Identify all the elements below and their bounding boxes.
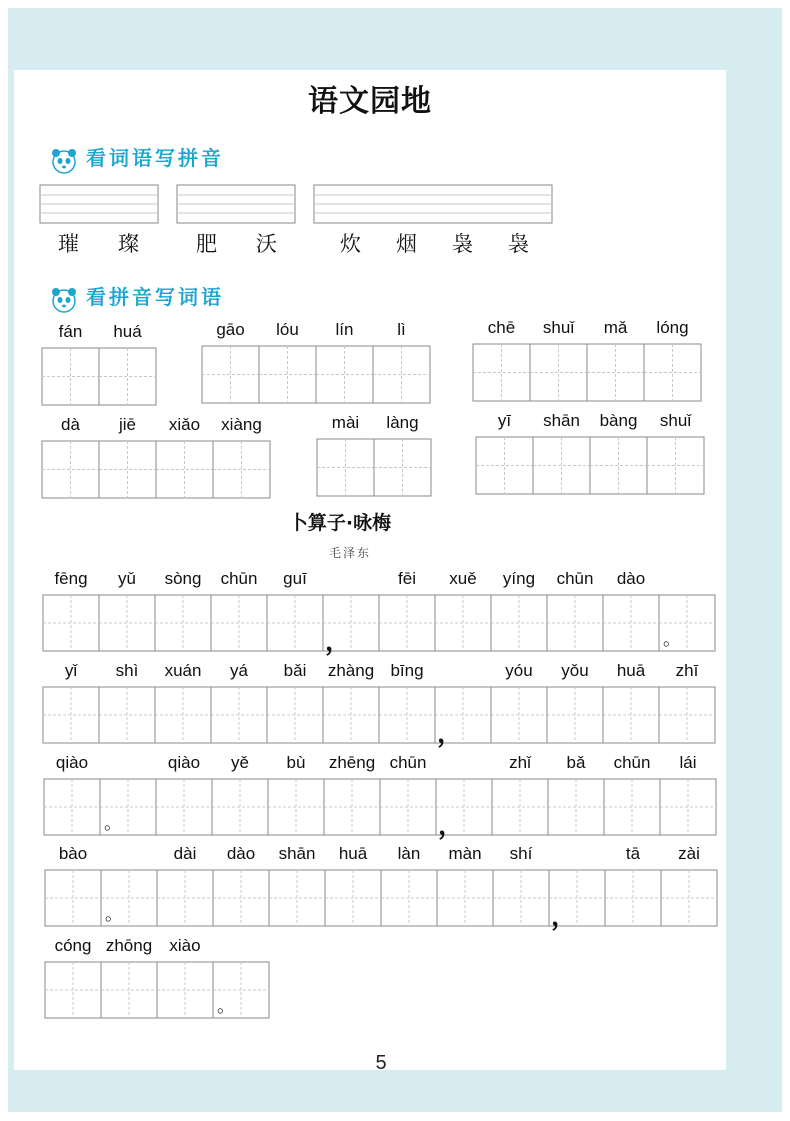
pinyin-label: xuán <box>164 661 202 680</box>
pinyin-label: lái <box>679 753 697 772</box>
tianzige-row <box>42 594 716 652</box>
pinyin-label: shān <box>543 411 580 430</box>
character-box[interactable] <box>268 779 324 835</box>
word-char: 炊 <box>340 232 361 256</box>
tianzige-row <box>44 961 270 1019</box>
pinyin-label: guī <box>283 569 307 588</box>
character-box[interactable] <box>530 344 587 401</box>
character-box[interactable] <box>269 870 325 926</box>
pinyin-label: dào <box>226 844 256 863</box>
character-box[interactable] <box>99 595 155 651</box>
pinyin-label: chūn <box>389 753 427 772</box>
pinyin-label: yǔ <box>118 569 136 588</box>
character-box[interactable] <box>259 346 316 403</box>
pinyin-label: mǎ <box>603 318 628 337</box>
pinyin-label: chūn <box>556 569 594 588</box>
comma-mark: ， <box>438 811 465 841</box>
pinyin-label: cóng <box>54 936 92 955</box>
pinyin-label: dài <box>173 844 197 863</box>
pinyin-label: yě <box>231 753 249 772</box>
pinyin-label: gāo <box>216 320 245 339</box>
pinyin-label: zhǐ <box>509 753 531 772</box>
pinyin-label: bàng <box>599 411 638 430</box>
pinyin-label: yǒu <box>561 661 589 680</box>
character-box[interactable] <box>379 687 435 743</box>
tianzige-row <box>43 778 717 836</box>
character-box[interactable] <box>491 595 547 651</box>
pinyin-label: sòng <box>164 569 202 588</box>
pinyin-label: yóu <box>505 661 533 680</box>
word-char: 肥 <box>196 232 217 256</box>
pinyin-label: xiǎo <box>168 415 201 434</box>
character-box[interactable] <box>212 779 268 835</box>
character-box[interactable] <box>374 439 431 496</box>
pinyin-label: bīng <box>390 661 424 680</box>
poem-author: 毛泽东 <box>328 546 371 560</box>
character-box[interactable] <box>44 779 100 835</box>
pinyin-writing-box[interactable] <box>40 185 158 223</box>
character-box[interactable] <box>603 687 659 743</box>
pinyin-label: shān <box>278 844 316 863</box>
character-box[interactable] <box>435 595 491 651</box>
pinyin-label: zhàng <box>327 661 375 680</box>
tianzige-row <box>41 440 271 499</box>
character-box[interactable] <box>99 348 156 405</box>
character-box[interactable] <box>101 962 157 1018</box>
tianzige-row <box>42 686 716 744</box>
character-box[interactable] <box>476 437 533 494</box>
pinyin-label: chūn <box>220 569 258 588</box>
character-box[interactable] <box>43 687 99 743</box>
pinyin-label: làn <box>397 844 421 863</box>
pinyin-label: zài <box>678 844 700 863</box>
period-mark: 。 <box>104 813 122 834</box>
panda-icon <box>50 285 80 313</box>
tianzige-row <box>316 438 432 497</box>
character-box[interactable] <box>533 437 590 494</box>
character-box[interactable] <box>659 687 715 743</box>
character-box[interactable] <box>324 779 380 835</box>
pinyin-label: bǎ <box>566 753 586 772</box>
period-mark: 。 <box>663 629 681 650</box>
pinyin-label: yá <box>230 661 248 680</box>
page-number: 5 <box>375 1052 387 1074</box>
tianzige-row <box>41 347 157 406</box>
character-box[interactable] <box>660 779 716 835</box>
pinyin-label: xuě <box>449 569 477 588</box>
pinyin-label: yī <box>497 411 512 430</box>
tianzige-row <box>472 343 702 402</box>
character-box[interactable] <box>43 595 99 651</box>
character-box[interactable] <box>380 779 436 835</box>
section2-heading-text: 看拼音写词语 <box>86 285 224 309</box>
character-box[interactable] <box>267 595 323 651</box>
character-box[interactable] <box>605 870 661 926</box>
character-box[interactable] <box>42 348 99 405</box>
character-box[interactable] <box>473 344 530 401</box>
pinyin-label: huá <box>113 322 142 341</box>
pinyin-writing-box[interactable] <box>177 185 295 223</box>
character-box[interactable] <box>99 441 156 498</box>
pinyin-label: fēng <box>54 569 88 588</box>
character-box[interactable] <box>381 870 437 926</box>
pinyin-label: bù <box>286 753 306 772</box>
pinyin-label: lóng <box>656 318 689 337</box>
pinyin-label: yǐ <box>64 661 78 680</box>
character-box[interactable] <box>213 441 270 498</box>
character-box[interactable] <box>547 595 603 651</box>
character-box[interactable] <box>42 441 99 498</box>
pinyin-label: zhōng <box>105 936 153 955</box>
pinyin-label: fēi <box>398 569 416 588</box>
character-box[interactable] <box>45 962 101 1018</box>
pinyin-label: xiào <box>169 936 201 955</box>
character-box[interactable] <box>157 962 213 1018</box>
character-box[interactable] <box>213 870 269 926</box>
section2-heading <box>50 281 224 313</box>
character-box[interactable] <box>493 870 549 926</box>
pinyin-label: màn <box>448 844 482 863</box>
pinyin-label: bǎi <box>283 661 307 680</box>
pinyin-label: shuǐ <box>542 318 575 337</box>
pinyin-label: zhī <box>675 661 699 680</box>
pinyin-label: lín <box>335 320 354 339</box>
character-box[interactable] <box>379 595 435 651</box>
pinyin-label: dào <box>616 569 646 588</box>
character-box[interactable] <box>647 437 704 494</box>
pinyin-label: bào <box>58 844 88 863</box>
character-box[interactable] <box>155 595 211 651</box>
page-title: 语文园地 <box>308 84 432 119</box>
tianzige-row <box>201 345 431 404</box>
pinyin-label: qiào <box>55 753 89 772</box>
pinyin-label: huā <box>616 661 646 680</box>
character-box[interactable] <box>99 687 155 743</box>
word-char: 袅 <box>508 232 529 256</box>
character-box[interactable] <box>316 346 373 403</box>
poem-title: 卜算子·咏梅 <box>288 512 392 534</box>
character-box[interactable] <box>547 687 603 743</box>
pinyin-label: xiàng <box>221 415 262 434</box>
tianzige-row <box>44 869 718 927</box>
character-box[interactable] <box>373 346 430 403</box>
word-char: 袅 <box>452 232 473 256</box>
pinyin-label: shì <box>115 661 139 680</box>
pinyin-label: mài <box>331 413 360 432</box>
pinyin-label: dà <box>61 415 80 434</box>
pinyin-label: shuǐ <box>659 411 692 430</box>
character-box[interactable] <box>604 779 660 835</box>
word-char: 沃 <box>256 232 277 256</box>
character-box[interactable] <box>590 437 647 494</box>
character-box[interactable] <box>323 687 379 743</box>
word-char: 璨 <box>118 232 139 256</box>
character-box[interactable] <box>155 687 211 743</box>
character-box[interactable] <box>661 870 717 926</box>
character-box[interactable] <box>211 595 267 651</box>
character-box[interactable] <box>156 779 212 835</box>
comma-mark: ， <box>437 719 464 749</box>
character-box[interactable] <box>45 870 101 926</box>
character-box[interactable] <box>317 439 374 496</box>
character-box[interactable] <box>587 344 644 401</box>
character-box[interactable] <box>437 870 493 926</box>
pinyin-label: huā <box>338 844 368 863</box>
character-box[interactable] <box>267 687 323 743</box>
word-char: 璀 <box>58 232 79 256</box>
character-box[interactable] <box>156 441 213 498</box>
character-box[interactable] <box>548 779 604 835</box>
character-box[interactable] <box>644 344 701 401</box>
pinyin-label: yíng <box>502 569 536 588</box>
pinyin-label: jiē <box>118 415 136 434</box>
pinyin-label: chē <box>487 318 516 337</box>
pinyin-label: làng <box>386 413 419 432</box>
pinyin-label: lì <box>397 320 406 339</box>
pinyin-label: shí <box>509 844 533 863</box>
tianzige-row <box>475 436 705 495</box>
word-char: 烟 <box>396 232 417 256</box>
pinyin-writing-box[interactable] <box>314 185 552 223</box>
period-mark: 。 <box>217 996 235 1017</box>
pinyin-label: lóu <box>276 320 299 339</box>
character-box[interactable] <box>211 687 267 743</box>
character-box[interactable] <box>492 779 548 835</box>
period-mark: 。 <box>105 904 123 925</box>
pinyin-label: zhēng <box>328 753 376 772</box>
character-box[interactable] <box>325 870 381 926</box>
character-box[interactable] <box>603 595 659 651</box>
section1-heading-text: 看词语写拼音 <box>86 146 224 170</box>
pinyin-label: fán <box>58 322 83 341</box>
comma-mark: ， <box>551 902 578 932</box>
pinyin-label: tā <box>625 844 641 863</box>
pinyin-label: qiào <box>167 753 201 772</box>
character-box[interactable] <box>491 687 547 743</box>
character-box[interactable] <box>157 870 213 926</box>
pinyin-label: chūn <box>613 753 651 772</box>
comma-mark: ， <box>325 627 352 657</box>
character-box[interactable] <box>202 346 259 403</box>
